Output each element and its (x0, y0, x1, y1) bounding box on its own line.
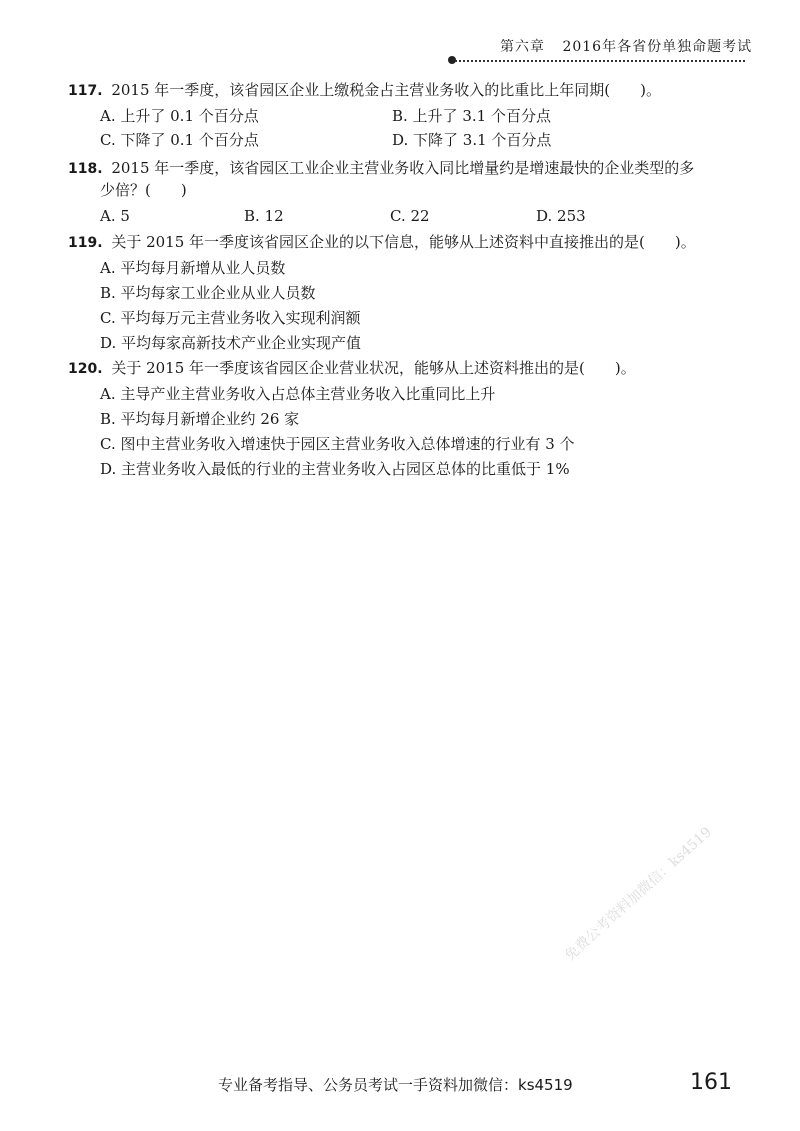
option-b: B. 上升了 3.1 个百分点 (392, 107, 551, 125)
question-number: 120. (68, 361, 103, 377)
question-stem-line2: 少倍？( ) (100, 181, 187, 199)
question-stem-line1: 2015 年一季度，该省园区工业企业主营业务收入同比增量约是增速最快的企业类型的多 (111, 159, 695, 177)
chapter-title: 2016年各省份单独命题考试 (562, 39, 753, 55)
question-stem: 2015 年一季度，该省园区企业上缴税金占主营业务收入的比重比上年同期( )。 (111, 81, 661, 99)
option-a: A. 上升了 0.1 个百分点 (100, 107, 259, 125)
option-d: D. 下降了 3.1 个百分点 (392, 131, 552, 149)
option-c: C. 图中主营业务收入增速快于园区主营业务收入总体增速的行业有 3 个 (100, 435, 575, 453)
option-a: A. 平均每月新增从业人员数 (100, 259, 286, 277)
watermark: 免费公考资料加微信：ks4519 (562, 824, 715, 965)
running-header (500, 36, 752, 56)
option-d: D. 平均每家高新技术产业企业实现产值 (100, 334, 362, 352)
footer-note: 专业备考指导、公务员考试一手资料加微信：ks4519 (218, 1076, 573, 1094)
option-d: D. 主营业务收入最低的行业的主营业务收入占园区总体的比重低于 1% (100, 460, 570, 478)
page-number: 161 (690, 1070, 732, 1095)
question-117 (68, 78, 661, 103)
question-stem: 关于 2015 年一季度该省园区企业的以下信息，能够从上述资料中直接推出的是( )。 (111, 233, 696, 251)
option-b: B. 平均每家工业企业从业人员数 (100, 284, 316, 302)
question-119 (68, 230, 696, 255)
question-stem: 关于 2015 年一季度该省园区企业营业状况，能够从上述资料推出的是( )。 (111, 359, 636, 377)
chapter-label: 第六章 (500, 39, 545, 55)
question-number: 119. (68, 235, 103, 251)
option-c: C. 平均每万元主营业务收入实现利润额 (100, 309, 361, 327)
option-c: C. 22 (390, 207, 430, 225)
option-d: D. 253 (536, 207, 586, 225)
option-c: C. 下降了 0.1 个百分点 (100, 131, 259, 149)
header-divider (455, 60, 745, 62)
question-120 (68, 356, 636, 381)
option-b: B. 12 (244, 207, 284, 225)
option-a: A. 主导产业主营业务收入占总体主营业务收入比重同比上升 (100, 385, 496, 403)
option-b: B. 平均每月新增企业约 26 家 (100, 410, 300, 428)
question-number: 117. (68, 83, 103, 99)
option-a: A. 5 (100, 207, 130, 225)
question-number: 118. (68, 161, 103, 177)
